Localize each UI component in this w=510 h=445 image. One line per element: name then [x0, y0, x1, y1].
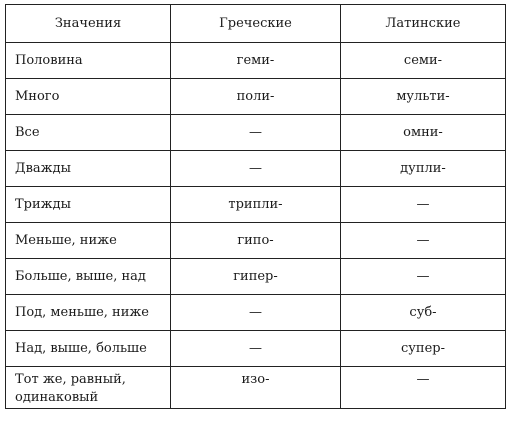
latin-cell: омни- [341, 115, 506, 151]
meaning-cell: Много [6, 79, 171, 115]
greek-cell: — [171, 331, 341, 367]
meaning-cell: Тот же, равный, одинаковый [6, 367, 171, 409]
header-meaning: Значения [6, 5, 171, 43]
latin-cell: супер- [341, 331, 506, 367]
prefix-table [5, 4, 506, 409]
greek-cell: геми- [171, 43, 341, 79]
latin-cell: — [341, 187, 506, 223]
meaning-cell: Под, меньше, ниже [6, 295, 171, 331]
latin-cell: — [341, 223, 506, 259]
table-row [6, 331, 506, 367]
latin-cell: — [341, 259, 506, 295]
table-row [6, 151, 506, 187]
meaning-cell: Дважды [6, 151, 171, 187]
latin-cell: суб- [341, 295, 506, 331]
greek-cell: изо- [171, 367, 341, 409]
greek-cell: гипо- [171, 223, 341, 259]
latin-cell: дупли- [341, 151, 506, 187]
greek-cell: — [171, 295, 341, 331]
meaning-cell: Над, выше, больше [6, 331, 171, 367]
table-row [6, 187, 506, 223]
table-row [6, 115, 506, 151]
greek-cell: гипер- [171, 259, 341, 295]
greek-cell: — [171, 151, 341, 187]
table-row [6, 295, 506, 331]
meaning-cell: Половина [6, 43, 171, 79]
meaning-cell: Больше, выше, над [6, 259, 171, 295]
greek-cell: — [171, 115, 341, 151]
greek-cell: трипли- [171, 187, 341, 223]
header-greek: Греческие [171, 5, 341, 43]
meaning-cell: Трижды [6, 187, 171, 223]
table-row [6, 43, 506, 79]
meaning-cell: Все [6, 115, 171, 151]
meaning-cell: Меньше, ниже [6, 223, 171, 259]
greek-cell: поли- [171, 79, 341, 115]
header-row [6, 5, 506, 43]
table-row [6, 259, 506, 295]
table-row [6, 367, 506, 409]
table-row [6, 79, 506, 115]
latin-cell: — [341, 367, 506, 409]
latin-cell: семи- [341, 43, 506, 79]
header-latin: Латинские [341, 5, 506, 43]
table-row [6, 223, 506, 259]
latin-cell: мульти- [341, 79, 506, 115]
